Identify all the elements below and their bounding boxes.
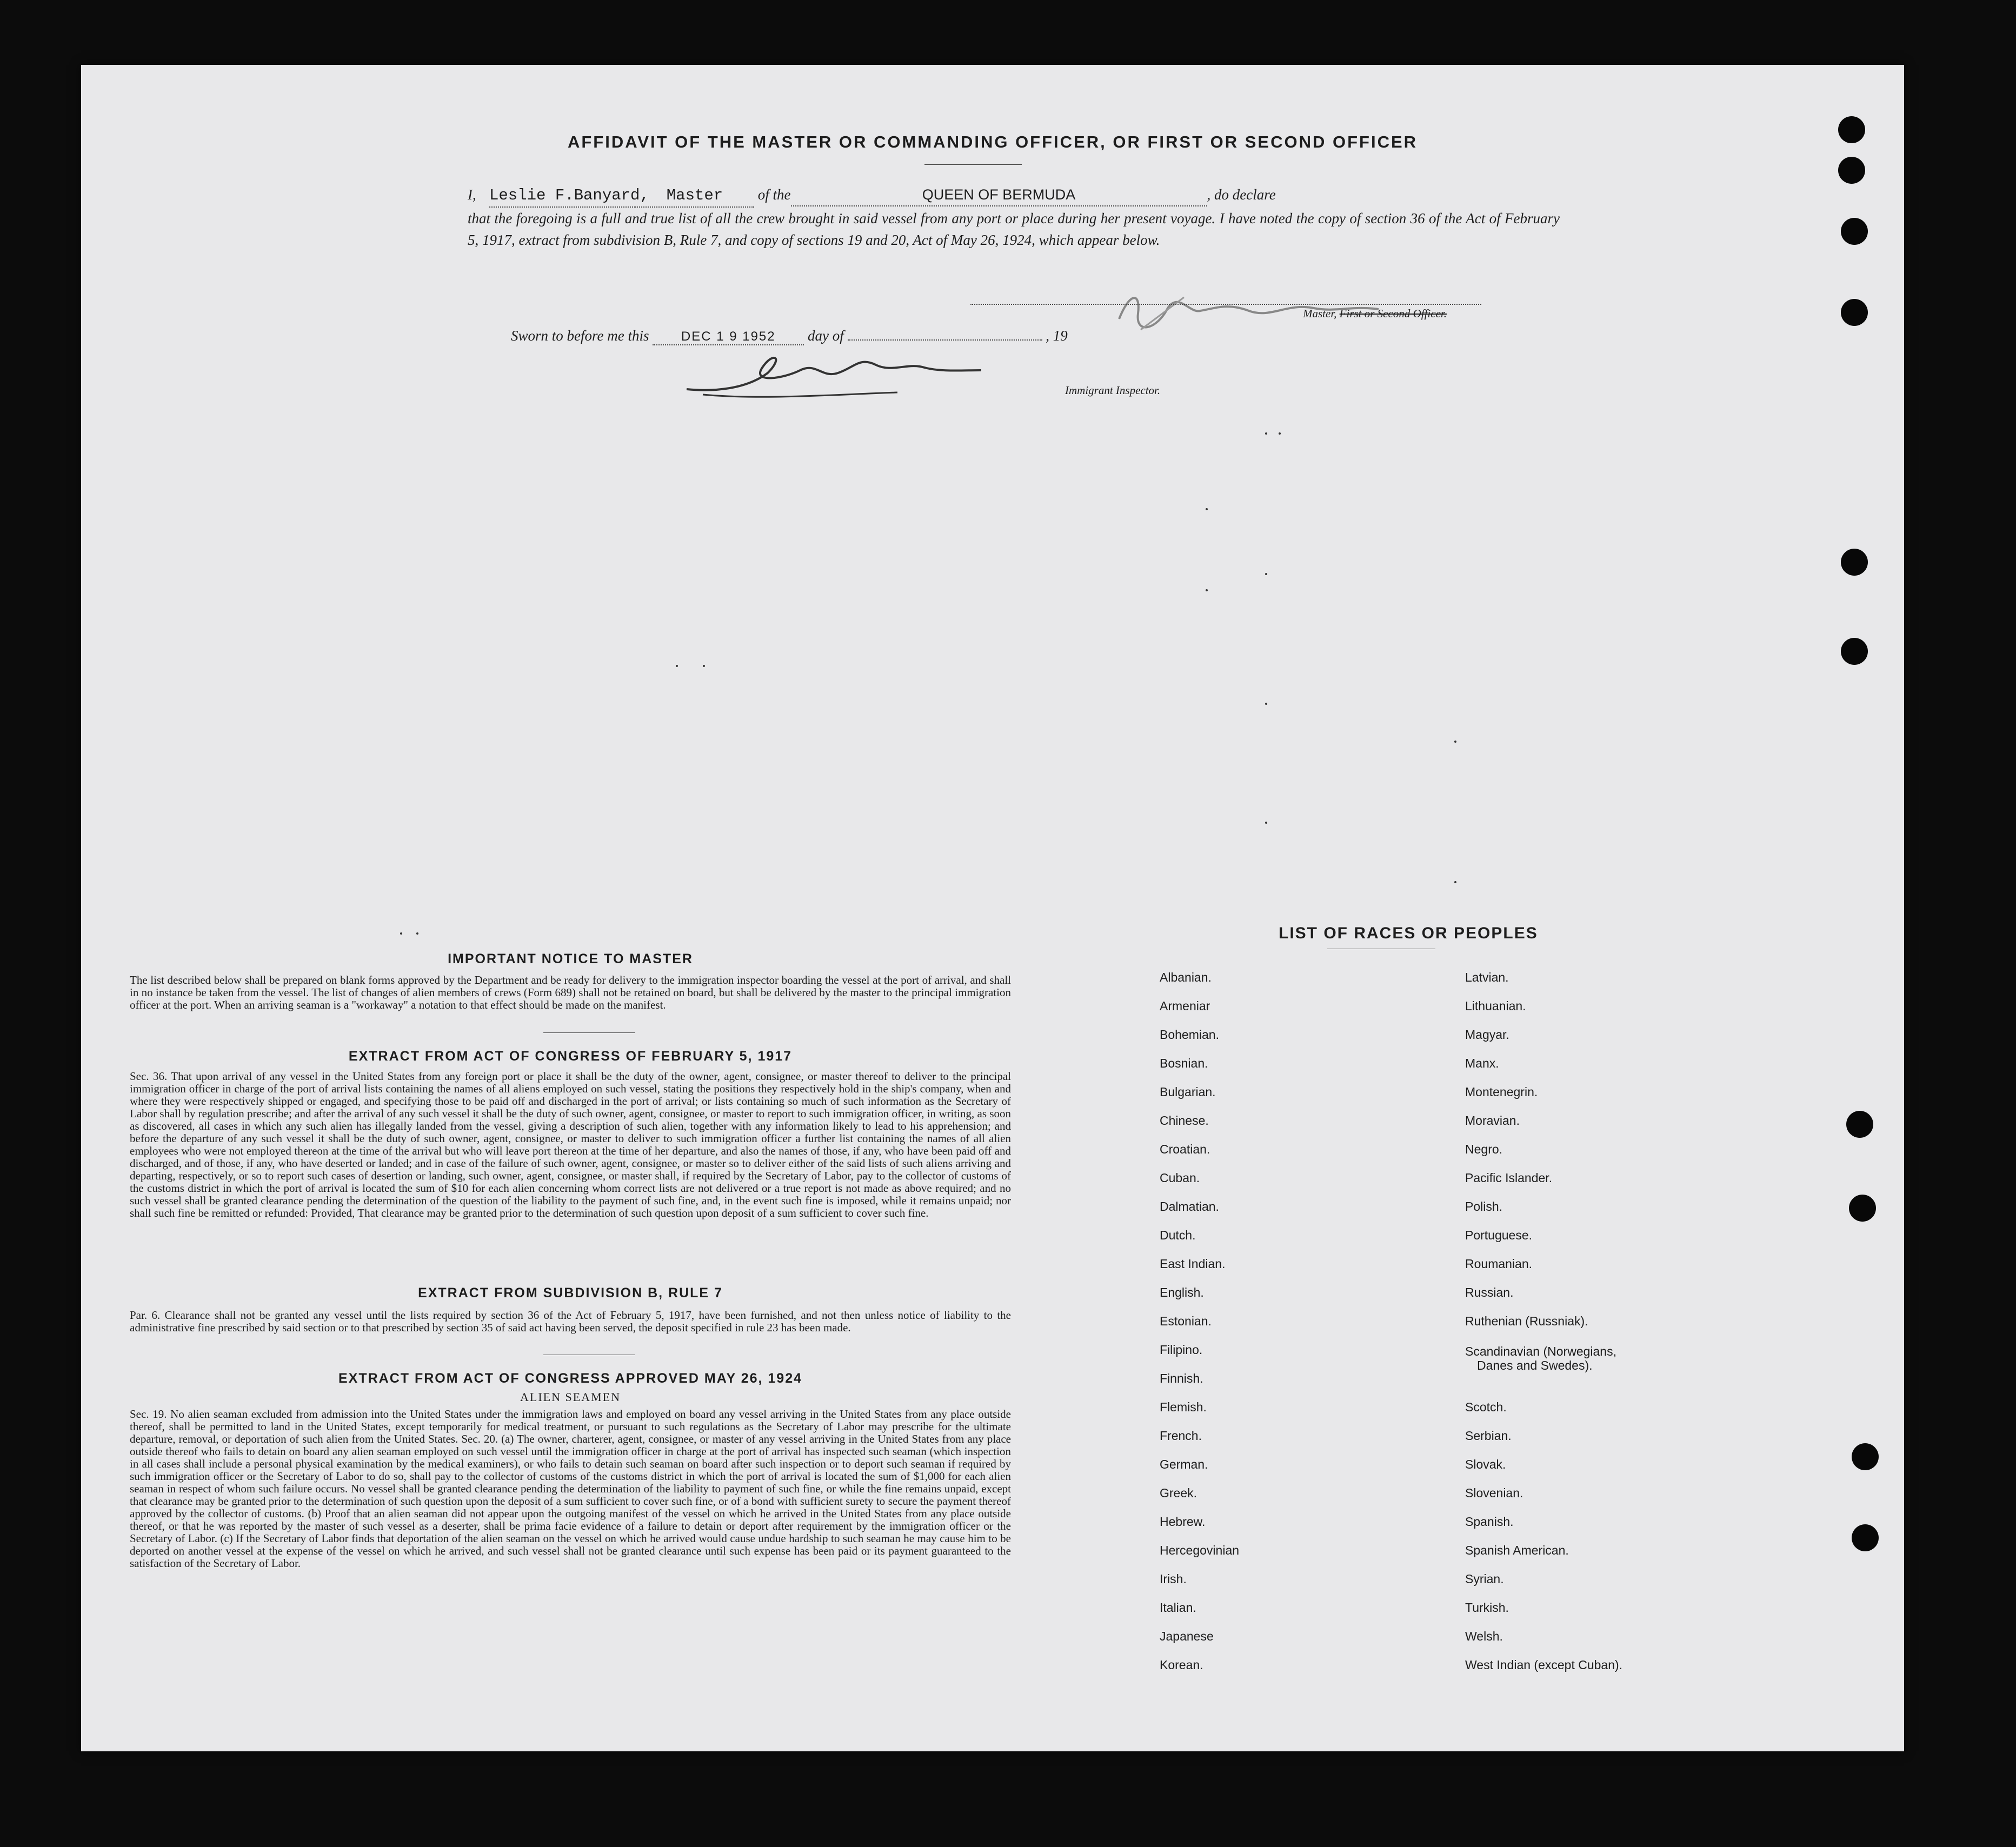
sworn-date-stamp[interactable]: DEC 1 9 1952 [653, 329, 804, 345]
race-item: Scotch. [1465, 1400, 1507, 1414]
race-item: Spanish American. [1465, 1543, 1569, 1557]
do-declare-label: , do declare [1207, 186, 1276, 203]
race-item: Filipino. [1160, 1343, 1203, 1357]
race-item: Bosnian. [1160, 1056, 1208, 1070]
race-item: Finnish. [1160, 1371, 1203, 1385]
binder-hole [1838, 157, 1865, 184]
binder-hole [1841, 638, 1868, 665]
race-item: Moravian. [1465, 1113, 1520, 1128]
speck [1206, 589, 1208, 591]
race-item: Danes and Swedes). [1477, 1358, 1593, 1372]
sworn-label: Sworn to before me this [511, 328, 649, 344]
races-title: LIST OF RACES OR PEOPLES [1279, 924, 1538, 942]
race-item: Japanese [1160, 1629, 1214, 1643]
race-item: West Indian (except Cuban). [1465, 1658, 1623, 1672]
extract-1924-subtitle: ALIEN SEAMEN [520, 1390, 621, 1404]
race-item: Slovak. [1465, 1457, 1506, 1471]
race-item: Welsh. [1465, 1629, 1503, 1643]
declaration-text: that the foregoing is a full and true list of all the crew brought in said vessel from any port or place during her present voyage. I have noted the copy of section 36 of the Act of February 5, 1917, extract from subdivision B, Rule 7, and copy of sections 19 and 20, Act of May 26, 1924, which appear below. [468, 210, 1560, 248]
race-item: Slovenian. [1465, 1486, 1523, 1500]
race-item: Flemish. [1160, 1400, 1207, 1414]
race-item: Syrian. [1465, 1572, 1504, 1586]
race-item: English. [1160, 1285, 1204, 1299]
race-item: Russian. [1465, 1285, 1514, 1299]
title-divider [924, 164, 1022, 165]
extract-1924-body: Sec. 19. No alien seaman excluded from admission into the United States under the immigration laws and employed on board any vessel arriving in the United States from any place outside thereof, shall be permitted to land in the United States, except temporarily for medical treatment, or pursuant to such regulations as the Secretary of Labor may prescribe for the ultimate departure, removal, or deportation of such alien from the United States. Sec. 20. (a) The owner, charterer, agent, consignee, or master of any vessel arriving in the United States from any place outside thereof who fails to detain on board any alien seaman employed on such vessel until the immigration officer in charge at the port of arrival has inspected such seaman (which inspection in all cases shall include a personal physical examination by the medical examiners), or who fails to detain such seaman on board after such inspection or to deport such seaman if required by such immigration officer or the Secretary of Labor to do so, shall pay to the collector of customs of the customs district in which the port of arrival is located the sum of $1,000 for each alien seaman in respect of whom such failure occurs. No vessel shall be granted clearance pending the determination of the liability to payment of such fine, or while the fine remains unpaid, except that clearance may be granted prior to the determination of such question upon the deposit of a sum sufficient to cover such fine, or of a bond with sufficient surety to secure the payment thereof approved by the collector of customs. (b) Proof that an alien seaman did not appear upon the outgoing manifest of the vessel on which he arrived in the United States from any place outside thereof, or that he was reported by the master of such vessel as a deserter, shall be prima facie evidence of a failure to detain or deport after requirement by the immigration officer or the Secretary of Labor. (c) If the Secretary of Labor finds that deportation of the alien seaman on the vessel on which he arrived would cause undue hardship to such seaman he may cause him to be deported on another vessel at the expense of the vessel on which he arrived, and such vessel shall not be granted clearance until such expense has been paid or its payment guaranteed to the satisfaction of the Secretary of Labor. [130, 1408, 1011, 1570]
race-item: Hercegovinian [1160, 1543, 1240, 1557]
notice-body: The list described below shall be prepared on blank forms approved by the Department and be ready for delivery to the immigration inspector boarding the vessel at the port of arrival, and shall in no instance be taken from the vessel. The list of changes of alien members of crews (Form 689) shall not be retained on board, but shall be delivered by the master to the principal immigration officer at the port. When an arriving seaman is a "workaway" a notation to that effect should be made on the manifest. [130, 973, 1011, 1011]
inspector-caption: Immigrant Inspector. [1065, 384, 1161, 397]
race-item: Irish. [1160, 1572, 1187, 1586]
speck [400, 932, 402, 935]
race-item: Montenegrin. [1465, 1085, 1538, 1099]
notice-divider [543, 1032, 635, 1033]
speck [703, 665, 705, 667]
binder-hole [1838, 116, 1865, 143]
speck [1454, 741, 1456, 743]
race-item: Armeniar [1160, 999, 1210, 1013]
race-item: Croatian. [1160, 1142, 1210, 1156]
race-item: Bulgarian. [1160, 1085, 1216, 1099]
extract-1917-title: EXTRACT FROM ACT OF CONGRESS OF FEBRUARY 5, 1917 [348, 1049, 793, 1064]
race-item: Dutch. [1160, 1228, 1196, 1242]
race-item: Cuban. [1160, 1171, 1200, 1185]
race-item: Dalmatian. [1160, 1199, 1219, 1213]
speck [676, 665, 678, 667]
vessel-name-field[interactable]: QUEEN OF BERMUDA [791, 184, 1207, 206]
race-item: East Indian. [1160, 1257, 1226, 1271]
race-item: Hebrew. [1160, 1515, 1206, 1529]
speck [1265, 822, 1267, 824]
declaration-line [468, 184, 1560, 208]
binder-hole [1841, 549, 1868, 576]
binder-hole [1841, 299, 1868, 326]
race-item: Latvian. [1465, 970, 1509, 984]
race-item: Lithuanian. [1465, 999, 1526, 1013]
rule7-title: EXTRACT FROM SUBDIVISION B, RULE 7 [418, 1285, 723, 1301]
race-item: Manx. [1465, 1056, 1499, 1070]
year-label: , 19 [1046, 328, 1068, 344]
day-of-label: day of [808, 328, 844, 344]
binder-hole [1846, 1111, 1873, 1138]
race-item: Greek. [1160, 1486, 1197, 1500]
speck [1265, 703, 1267, 705]
speck [1206, 508, 1208, 510]
rule7-body: Par. 6. Clearance shall not be granted any vessel until the lists required by section 36 of the Act of February 5, 1917, have been furnished, and not then unless notice of liability to the administrative fine prescribed by said section or to that prescribed by section 35 of said act having been served, the deposit specified in rule 23 has been made. [130, 1309, 1011, 1334]
race-item: Spanish. [1465, 1515, 1514, 1529]
race-item: Roumanian. [1465, 1257, 1533, 1271]
speck [1454, 881, 1456, 883]
binder-hole [1852, 1524, 1879, 1551]
master-name-field[interactable]: Leslie F.Banyard, [489, 185, 635, 208]
race-item: Chinese. [1160, 1113, 1209, 1128]
signature-line [970, 304, 1481, 305]
speck [1265, 573, 1267, 575]
binder-hole [1852, 1443, 1879, 1470]
race-item: Magyar. [1465, 1028, 1509, 1042]
race-item: Bohemian. [1160, 1028, 1219, 1042]
race-item: Polish. [1465, 1199, 1503, 1213]
extract-1917-body: Sec. 36. That upon arrival of any vessel in the United States from any foreign port or place it shall be the duty of the owner, agent, consignee, or master thereof to deliver to the principal immigration officer in charge of the port of arrival lists containing the names of all aliens employed on such vessel, stating the positions they respectively hold in the ship's company, when and where they were respectively shipped or engaged, and specifying those to be paid off and discharged in the port of arrival; or lists containing so much of such information as the Secretary of Labor shall by regulation prescribe; and after the arrival of any such vessel it shall be the duty of such owner, agent, consignee, or master to report to such immigration officer, in writing, as soon as discovered, all cases in which any such alien has illegally landed from the vessel, giving a description of such alien, together with any information likely to lead to his apprehension; and before the departure of any such vessel it shall be the duty of such owner, agent, consignee, or master to deliver to such immigration officer a further list containing the names of all alien employees who were not employed thereon at the time of the arrival but who will leave port thereon at the time of her departure, and also the names of those, if any, who have been paid off and discharged, and of those, if any, who have deserted or landed; and in case of the failure of such owner, agent, consignee, or master so to deliver either of the said lists of such aliens arriving and departing, respectively, or so to report such cases of desertion or landing, such owner, agent, consignee, or master shall, if required by the Secretary of Labor, pay to the collector of customs of the customs district in which the port of arrival is located the sum of $10 for each alien concerning whom correct lists are not delivered or a true report is not made as above required; and no such vessel shall be granted clearance pending the determination of the question of the liability to the payment of such fine, and, in the event such fine is imposed, while it remains unpaid; nor shall such fine be remitted or refunded: Provided, That clearance may be granted prior to the determination of such question upon deposit of a sum sufficient to cover such fine. [130, 1070, 1011, 1219]
race-item: Portuguese. [1465, 1228, 1533, 1242]
race-item: Turkish. [1465, 1601, 1509, 1615]
race-item: Estonian. [1160, 1314, 1212, 1328]
race-item: Serbian. [1465, 1429, 1512, 1443]
inspector-signature [681, 341, 984, 405]
race-item: Korean. [1160, 1658, 1203, 1672]
notice-title: IMPORTANT NOTICE TO MASTER [448, 951, 693, 966]
extract-1924-title: EXTRACT FROM ACT OF CONGRESS APPROVED MAY 26, 1924 [338, 1371, 803, 1386]
speck [1279, 432, 1281, 435]
race-item: Pacific Islander. [1465, 1171, 1553, 1185]
race-item: French. [1160, 1429, 1202, 1443]
of-the-label: of the [757, 186, 791, 203]
race-item: Scandinavian (Norwegians, [1465, 1344, 1616, 1358]
form-sheet [81, 65, 1904, 1751]
race-item: Negro. [1465, 1142, 1503, 1156]
race-item: Italian. [1160, 1601, 1196, 1615]
speck [1265, 432, 1267, 435]
affidavit-title: AFFIDAVIT OF THE MASTER OR COMMANDING OFFICER, OR FIRST OR SECOND OFFICER [567, 132, 1418, 151]
master-caption: Master, First or Second Officer. [1303, 307, 1447, 320]
declaration-block [468, 184, 1560, 251]
race-item: Ruthenian (Russniak). [1465, 1314, 1588, 1328]
race-item: German. [1160, 1457, 1208, 1471]
binder-hole [1849, 1195, 1876, 1222]
race-item: Albanian. [1160, 970, 1212, 984]
binder-hole [1841, 218, 1868, 245]
rank-field[interactable]: Master [635, 185, 754, 208]
i-label: I, [468, 186, 476, 203]
speck [416, 932, 418, 935]
